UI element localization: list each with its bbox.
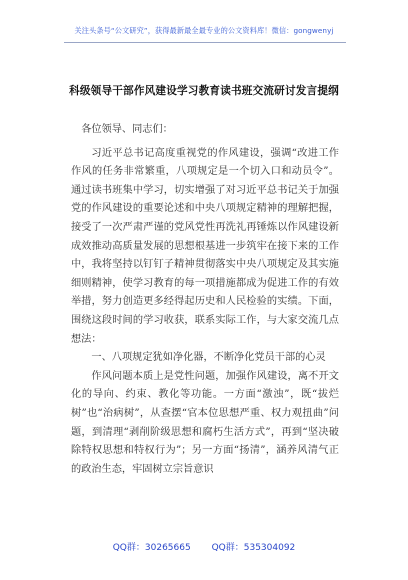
top-banner: 关注头条号“公文研究”，获得最新最全最专业的公文资料库！微信：gongwenyj [74,26,334,35]
salutation: 各位领导、同志们： [81,124,173,135]
footer-qq-group-1: QQ群：30265665 [112,543,191,553]
section-heading-1: 一、八项规定犹如净化器，不断净化党员干部的心灵 [91,352,326,364]
document-body [71,121,339,479]
paragraph-intro: 习近平总书记高度重视党的作风建设，强调“改进工作作风的任务非常繁重，八项规定是一个切入口和动员令”。通过读书班集中学习，切实增强了对习近平总书记关于加强党的作风建设的重要论述和中央八项规定精神的理解把握，接受了一次严肃严谨的党风党性再洗礼再锤炼以作风建设新成效推动高质量发展的思想根基进一步筑牢在接下来的工作中，我将坚持以钉钉子精神贯彻落实中央八项规定及其实施细则精神，使学习教育的每一项措施都成为促进工作的有效举措，努力创造更多经得起历史和人民检验的实绩。下面，围绕这段时间的学习收获，联系实际工作，与大家交流几点想法： [71,147,339,345]
document-title: 科级领导干部作风建设学习教育读书班交流研讨发言提纲 [69,85,339,97]
header-divider [64,42,346,43]
footer-qq-group-2: QQ群：535304092 [211,543,296,553]
paragraph-section-1: 作风问题本质上是党性问题，加强作风建设，离不开文化的导向、约束、教化等功能。一方面“激浊”，既“拔烂树”也“治病树”，从查摆“官本位思想严重、权力观扭曲”问题，到清理“剥削阶级思想和腐朽生活方式”，再到“坚决破除特权思想和特权行为”；另一方面“扬清”，涵养风清气正的政治生态，牢固树立宗旨意识 [71,370,339,475]
footer-contacts [0,540,408,553]
